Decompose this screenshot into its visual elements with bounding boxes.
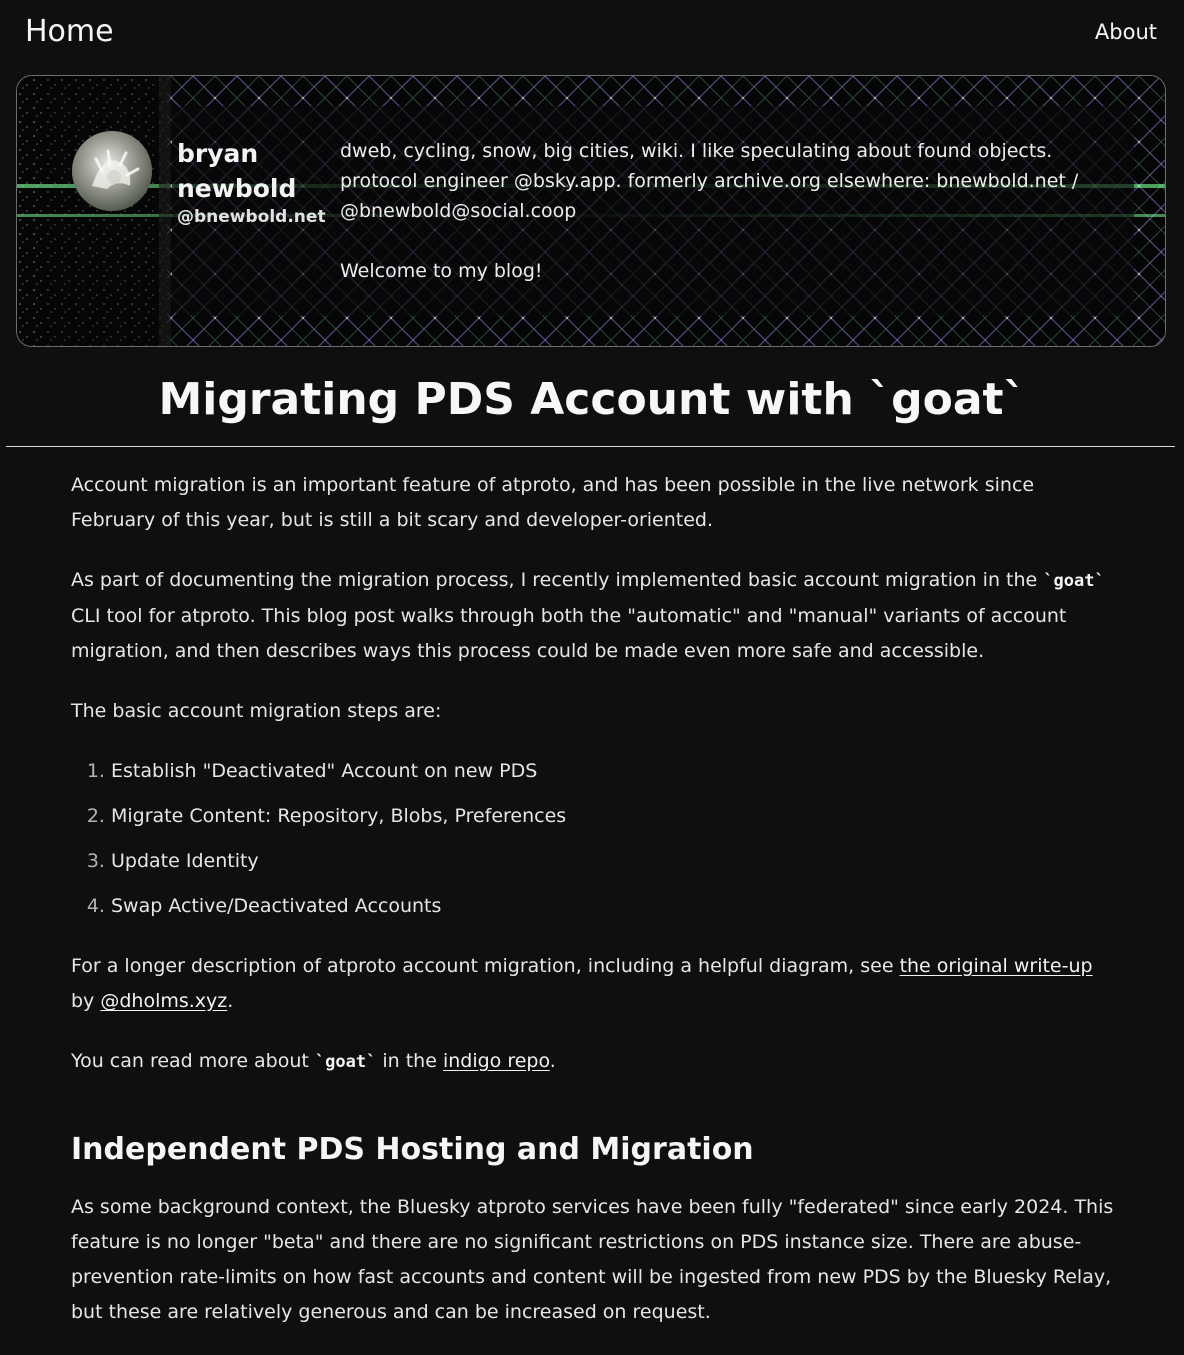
list-item: 1. Establish "Deactivated" Account on new PDS [111,754,1116,789]
post-body [71,468,1116,1355]
avatar[interactable] [72,131,152,211]
nav-home-link[interactable]: Home [25,14,114,49]
bio-line: protocol engineer @bsky.app. formerly archive.org elsewhere: bnewbold.net / [340,170,1079,192]
section-heading: Independent PDS Hosting and Migration [71,1132,754,1167]
paragraph [71,563,1116,669]
list-item: 2. Migrate Content: Repository, Blobs, Preferences [111,799,1116,834]
bio-line: @bnewbold@social.coop [340,200,577,222]
text: You can read more about [71,1050,315,1072]
text: As part of documenting the migration process, I recently implemented basic account migration in the [71,569,1044,591]
paragraph: The basic account migration steps are: [71,700,442,722]
list-item: 4. Swap Active/Deactivated Accounts [111,889,1116,924]
paragraph [71,1044,1116,1080]
paragraph: Account migration is an important feature of atproto, and has been possible in the live network since February of this year, but is still a bit scary and developer-oriented. [71,474,1035,531]
indigo-repo-link[interactable]: indigo repo [442,1050,550,1072]
inline-code: `goat` [314,1052,377,1072]
text: CLI tool for atproto. This blog post walks through both the "automatic" and "manual" variants of account migration, and then describes ways this process could be made even more safe and accessible. [71,605,1067,662]
text: For a longer description of atproto account migration, including a helpful diagram, see [71,955,900,977]
paragraph [71,949,1116,1019]
profile-banner [16,75,1166,347]
text: . [227,990,234,1012]
text: in the [376,1050,443,1072]
bio-welcome: Welcome to my blog! [340,260,543,282]
profile-display-name: bryan newbold [177,139,297,203]
bio-line: dweb, cycling, snow, big cities, wiki. I like speculating about found objects. [340,140,1053,162]
profile-bio [340,136,1100,286]
paragraph: As some background context, the Bluesky atproto services have been fully "federated" since early 2024. This feature is no longer "beta" and there are no significant restrictions on PDS instance size. There are abuse-prevention rate-limits on how fast accounts and content will be ingested from new PDS by the Bluesky Relay, but these are relatively generous and can be increased on request. [71,1196,1114,1323]
migration-steps-list [71,754,1116,924]
text: . [549,1050,556,1072]
title-divider [6,446,1175,447]
list-item: 3. Update Identity [111,844,1116,879]
profile-handle[interactable]: @bnewbold.net [177,207,326,227]
inline-code: `goat` [1043,571,1105,591]
top-nav [0,0,1184,70]
text: by [71,990,101,1012]
original-writeup-link[interactable]: the original write-up [899,955,1093,977]
dholms-link[interactable]: @dholms.xyz [100,990,228,1012]
post-title: Migrating PDS Account with `goat` [158,374,1026,425]
avatar-image [72,131,152,211]
nav-about-link[interactable]: About [1094,20,1157,44]
